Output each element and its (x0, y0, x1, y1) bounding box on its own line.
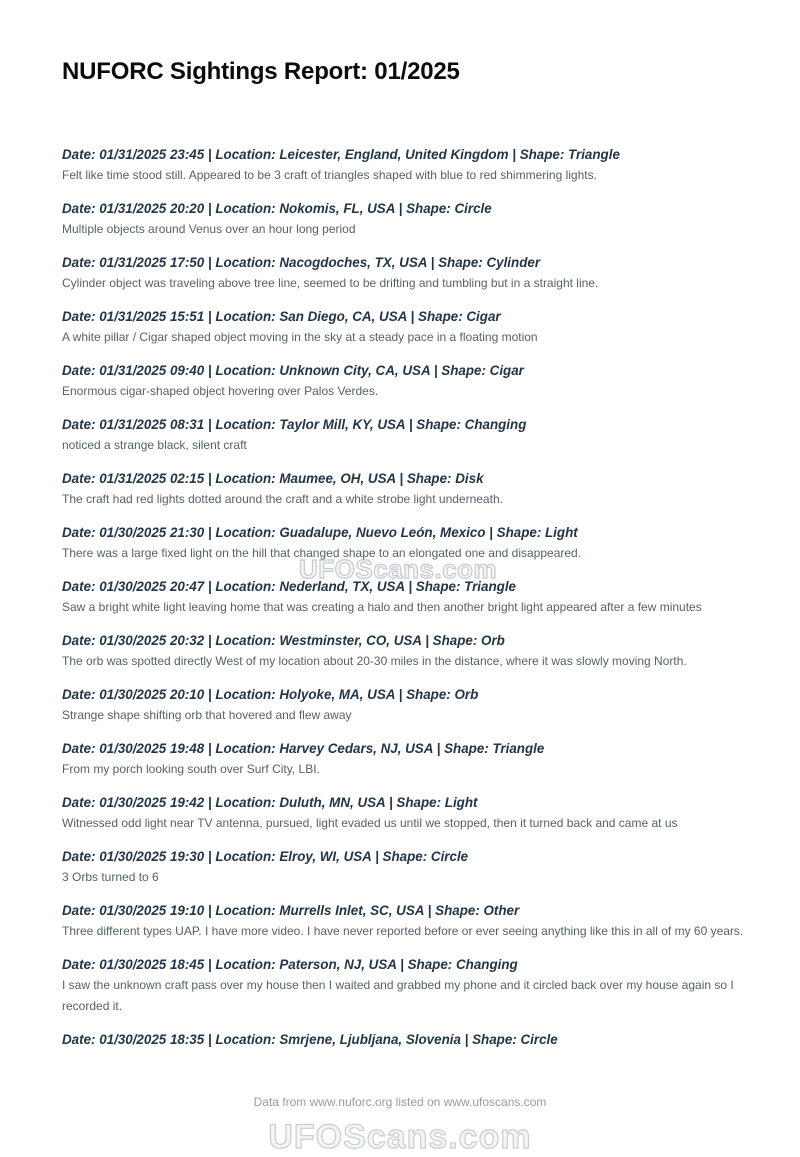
watermark-bottom-clipped (0, 1117, 800, 1156)
sighting-header: Date: 01/30/2025 20:10 | Location: Holyoke, MA, USA | Shape: Orb (62, 687, 479, 702)
sighting-description: Felt like time stood still. Appeared to be 3 craft of triangles shaped with blue to red shimmering lights. (62, 168, 597, 182)
sightings-list (62, 144, 744, 1050)
sighting-entry (62, 846, 744, 888)
report-content (62, 58, 744, 1062)
sighting-header: Date: 01/30/2025 19:30 | Location: Elroy, WI, USA | Shape: Circle (62, 849, 469, 864)
sighting-header: Date: 01/30/2025 19:10 | Location: Murrells Inlet, SC, USA | Shape: Other (62, 903, 520, 918)
sighting-header: Date: 01/30/2025 19:42 | Location: Duluth, MN, USA | Shape: Light (62, 795, 478, 810)
sighting-description: Enormous cigar-shaped object hovering over Palos Verdes. (62, 384, 379, 398)
sighting-description: Cylinder object was traveling above tree line, seemed to be drifting and tumbling but in a straight line. (62, 276, 599, 290)
sighting-description: Witnessed odd light near TV antenna, pursued, light evaded us until we stopped, then it turned back and came at us (62, 816, 678, 830)
sighting-header: Date: 01/31/2025 02:15 | Location: Maumee, OH, USA | Shape: Disk (62, 471, 484, 486)
sighting-header: Date: 01/31/2025 20:20 | Location: Nokomis, FL, USA | Shape: Circle (62, 201, 492, 216)
sighting-description: Multiple objects around Venus over an hour long period (62, 222, 356, 236)
sighting-entry (62, 954, 744, 1017)
sighting-description: 3 Orbs turned to 6 (62, 870, 159, 884)
sighting-description: noticed a strange black, silent craft (62, 438, 247, 452)
sighting-entry (62, 900, 744, 942)
sighting-description: Saw a bright white light leaving home that was creating a halo and then another bright light appeared after a few minutes (62, 600, 702, 614)
watermark-text: UFOScans.com (299, 554, 498, 584)
sighting-entry (62, 630, 744, 672)
sighting-header: Date: 01/30/2025 20:32 | Location: Westminster, CO, USA | Shape: Orb (62, 633, 505, 648)
sighting-entry (62, 144, 744, 186)
sighting-description: A white pillar / Cigar shaped object moving in the sky at a steady pace in a floating motion (62, 330, 538, 344)
sighting-header: Date: 01/31/2025 17:50 | Location: Nacogdoches, TX, USA | Shape: Cylinder (62, 255, 541, 270)
sighting-entry (62, 684, 744, 726)
sighting-description: Strange shape shifting orb that hovered and flew away (62, 708, 352, 722)
sighting-entry (62, 360, 744, 402)
sighting-description: The orb was spotted directly West of my location about 20-30 miles in the distance, where it was slowly moving North. (62, 654, 687, 668)
sighting-entry (62, 576, 744, 618)
sighting-header: Date: 01/30/2025 19:48 | Location: Harvey Cedars, NJ, USA | Shape: Triangle (62, 741, 545, 756)
sighting-entry (62, 1029, 744, 1050)
sighting-header: Date: 01/31/2025 09:40 | Location: Unknown City, CA, USA | Shape: Cigar (62, 363, 524, 378)
sighting-entry (62, 414, 744, 456)
sighting-entry (62, 738, 744, 780)
sighting-description: I saw the unknown craft pass over my house then I waited and grabbed my phone and it circled back over my house again so I recorded it. (62, 978, 734, 1013)
sighting-description: Three different types UAP. I have more video. I have never reported before or ever seeing anything like this in all of my 60 years. (62, 924, 744, 938)
page-footer: Data from www.nuforc.org listed on www.ufoscans.com (253, 1095, 547, 1109)
sighting-description: The craft had red lights dotted around the craft and a white strobe light underneath. (62, 492, 503, 506)
sighting-entry (62, 792, 744, 834)
sighting-header: Date: 01/31/2025 23:45 | Location: Leicester, England, United Kingdom | Shape: Triangle (62, 147, 620, 162)
sighting-description: There was a large fixed light on the hill that changed shape to an elongated one and disappeared. (62, 546, 582, 560)
sighting-header: Date: 01/30/2025 21:30 | Location: Guadalupe, Nuevo León, Mexico | Shape: Light (62, 525, 578, 540)
sighting-entry (62, 252, 744, 294)
sighting-header: Date: 01/30/2025 18:35 | Location: Smrjene, Ljubljana, Slovenia | Shape: Circle (62, 1032, 558, 1047)
sighting-entry (62, 198, 744, 240)
watermark-bottom-text: UFOScans.com (268, 1118, 532, 1156)
sighting-header: Date: 01/31/2025 08:31 | Location: Taylor Mill, KY, USA | Shape: Changing (62, 417, 527, 432)
sighting-header: Date: 01/30/2025 20:47 | Location: Nederland, TX, USA | Shape: Triangle (62, 579, 516, 594)
page-title: NUFORC Sightings Report: 01/2025 (62, 58, 460, 85)
sighting-header: Date: 01/31/2025 15:51 | Location: San Diego, CA, USA | Shape: Cigar (62, 309, 501, 324)
sighting-header: Date: 01/30/2025 18:45 | Location: Paterson, NJ, USA | Shape: Changing (62, 957, 518, 972)
sighting-entry (62, 306, 744, 348)
sighting-description: From my porch looking south over Surf City, LBI. (62, 762, 320, 776)
sighting-entry (62, 468, 744, 510)
sighting-entry (62, 522, 744, 564)
